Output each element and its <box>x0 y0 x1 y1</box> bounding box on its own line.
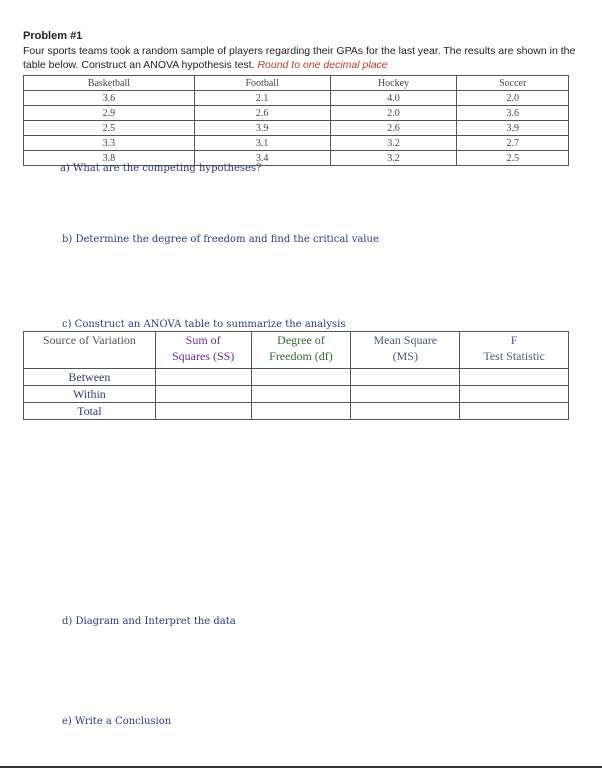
intro-text: Four sports teams took a random sample of players regarding their GPAs for the last year. The results are shown in the table below. Construct an ANOVA hypothesis test. <box>23 45 576 71</box>
question-e: e) Write a Conclusion <box>62 716 172 727</box>
answer-cell[interactable] <box>460 386 569 403</box>
answer-cell[interactable] <box>251 369 351 386</box>
table-cell: 3.2 <box>330 151 457 166</box>
answer-cell[interactable] <box>460 369 569 386</box>
answer-cell[interactable] <box>351 369 460 386</box>
answer-cell[interactable] <box>155 369 251 386</box>
problem-intro <box>23 44 583 72</box>
table-row <box>24 121 569 136</box>
header-f-line1: F <box>510 333 518 347</box>
table-cell: 2.1 <box>194 91 330 106</box>
table-row <box>24 136 569 151</box>
row-label-total: Total <box>24 403 156 420</box>
table-cell: 3.4 <box>194 151 330 166</box>
table-cell: 3.9 <box>457 121 569 136</box>
gpa-table <box>23 75 569 166</box>
question-a: a) What are the competing hypotheses? <box>60 163 262 174</box>
table-cell: 3.8 <box>24 151 195 166</box>
header-basketball: Basketball <box>24 76 195 91</box>
table-cell: 2.0 <box>457 91 569 106</box>
anova-header-row <box>24 332 569 369</box>
header-ms-line2: (MS) <box>392 349 418 363</box>
table-cell: 3.6 <box>457 106 569 121</box>
header-source <box>24 332 156 369</box>
table-cell: 3.2 <box>330 136 457 151</box>
table-cell: 2.5 <box>24 121 195 136</box>
header-ss-line2: Squares (SS) <box>171 349 235 363</box>
row-label-between: Between <box>24 369 156 386</box>
table-cell: 3.9 <box>194 121 330 136</box>
row-label-within: Within <box>24 386 156 403</box>
question-d: d) Diagram and Interpret the data <box>62 616 236 627</box>
header-source-label: Source of Variation <box>42 333 136 347</box>
answer-cell[interactable] <box>351 403 460 420</box>
anova-row-total <box>24 403 569 420</box>
header-df <box>251 332 351 369</box>
answer-cell[interactable] <box>155 386 251 403</box>
table-cell: 2.7 <box>457 136 569 151</box>
gpa-header-row <box>24 76 569 91</box>
table-cell: 3.6 <box>24 91 195 106</box>
problem-title: Problem #1 <box>23 30 83 42</box>
header-f-line2: Test Statistic <box>483 349 545 363</box>
header-ms <box>351 332 460 369</box>
header-ss <box>155 332 251 369</box>
question-b: b) Determine the degree of freedom and find the critical value <box>62 234 379 245</box>
table-cell: 2.6 <box>194 106 330 121</box>
table-cell: 3.1 <box>194 136 330 151</box>
header-df-line2: Freedom (df) <box>269 349 333 363</box>
header-hockey: Hockey <box>330 76 457 91</box>
header-df-line1: Degree of <box>277 333 325 347</box>
header-soccer: Soccer <box>457 76 569 91</box>
header-football: Football <box>194 76 330 91</box>
anova-row-within <box>24 386 569 403</box>
answer-cell[interactable] <box>351 386 460 403</box>
answer-cell[interactable] <box>460 403 569 420</box>
table-row <box>24 91 569 106</box>
table-row <box>24 106 569 121</box>
table-cell: 2.5 <box>457 151 569 166</box>
question-c: c) Construct an ANOVA table to summarize the analysis <box>62 319 346 330</box>
page-bottom-rule <box>0 766 602 768</box>
anova-row-between <box>24 369 569 386</box>
table-cell: 4.0 <box>330 91 457 106</box>
table-cell: 2.6 <box>330 121 457 136</box>
anova-table <box>23 331 569 420</box>
table-cell: 2.9 <box>24 106 195 121</box>
answer-cell[interactable] <box>251 403 351 420</box>
table-cell: 3.3 <box>24 136 195 151</box>
answer-cell[interactable] <box>251 386 351 403</box>
header-f <box>460 332 569 369</box>
header-ss-line1: Sum of <box>185 333 221 347</box>
table-cell: 2.0 <box>330 106 457 121</box>
header-ms-line1: Mean Square <box>373 333 438 347</box>
answer-cell[interactable] <box>155 403 251 420</box>
rounding-note: Round to one decimal place <box>257 59 388 71</box>
